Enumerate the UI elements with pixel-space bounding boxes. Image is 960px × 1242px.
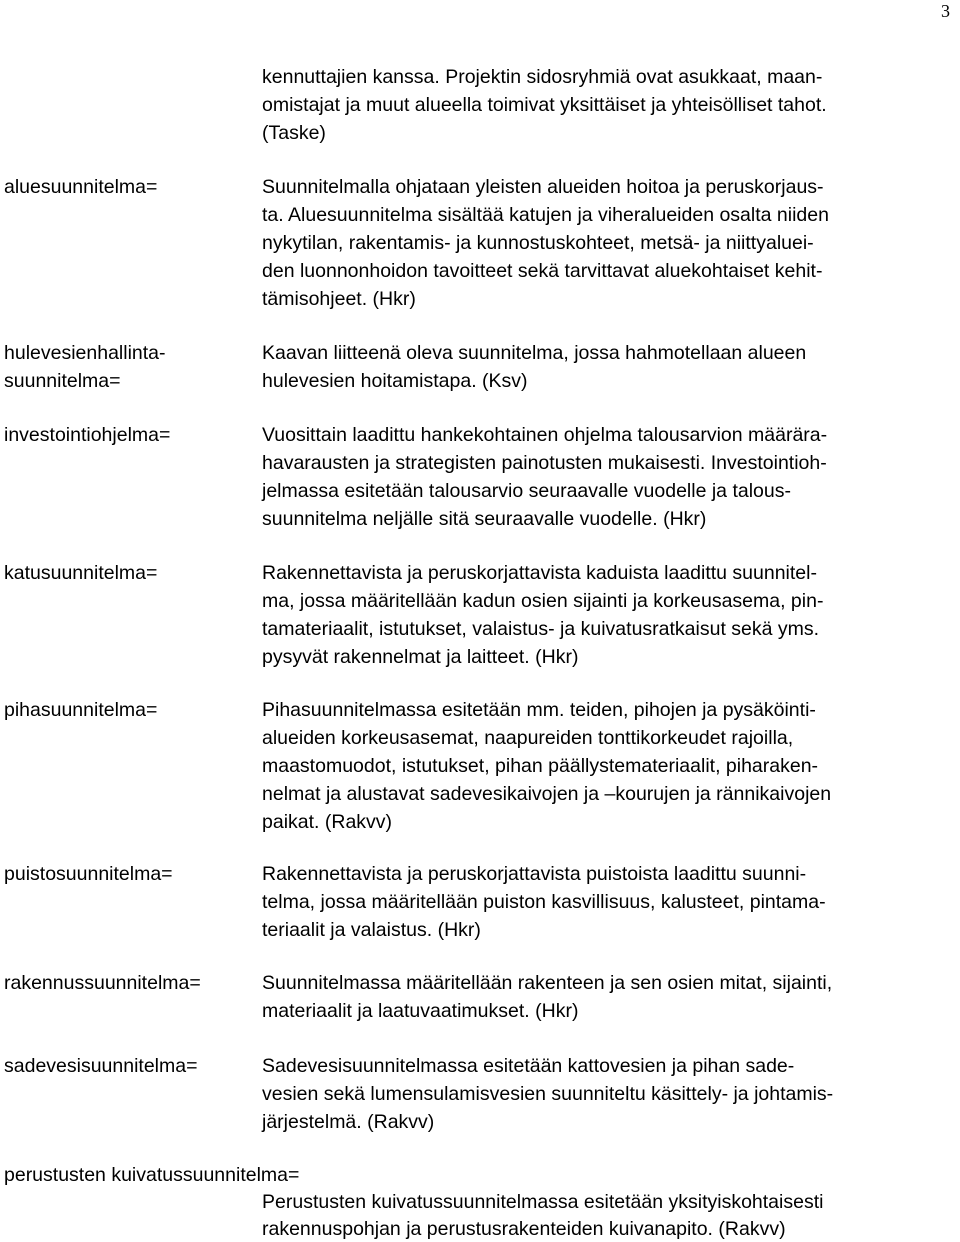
definition-line: tämisohjeet. (Hkr)	[262, 288, 416, 310]
term-perustusten-kuivatussuunnitelma: perustusten kuivatussuunnitelma=	[4, 1164, 300, 1186]
term-investointiohjelma: investointiohjelma=	[4, 424, 171, 446]
definition-line: Pihasuunnitelmassa esitetään mm. teiden, pihojen ja pysäköinti-	[262, 699, 816, 721]
definition-line: materiaalit ja laatuvaatimukset. (Hkr)	[262, 1000, 579, 1022]
definition-line: paikat. (Rakvv)	[262, 811, 393, 833]
definition-line: järjestelmä. (Rakvv)	[262, 1111, 435, 1133]
definition-line: telma, jossa määritellään puiston kasvillisuus, kalusteet, pintama-	[262, 891, 826, 913]
term-aluesuunnitelma: aluesuunnitelma=	[4, 176, 158, 198]
intro-line: (Taske)	[262, 122, 326, 144]
definition-line: Rakennettavista ja peruskorjattavista puistoista laadittu suunni-	[262, 863, 807, 885]
definition-line: Suunnitelmassa määritellään rakenteen ja sen osien mitat, sijainti,	[262, 972, 833, 994]
definition-line: pysyvät rakennelmat ja laitteet. (Hkr)	[262, 646, 579, 668]
definition-line: hulevesien hoitamistapa. (Ksv)	[262, 370, 528, 392]
definition-line: Kaavan liitteenä oleva suunnitelma, jossa hahmotellaan alueen	[262, 342, 807, 364]
definition-line: tamateriaalit, istutukset, valaistus- ja kuivatusratkaisut sekä yms.	[262, 618, 820, 640]
definition-line: Rakennettavista ja peruskorjattavista kaduista laadittu suunnitel-	[262, 562, 817, 584]
definition-line: alueiden korkeusasemat, naapureiden tonttikorkeudet rajoilla,	[262, 727, 794, 749]
definition-line: Vuosittain laadittu hankekohtainen ohjelma talousarvion määrära-	[262, 424, 828, 446]
term-puistosuunnitelma: puistosuunnitelma=	[4, 863, 173, 885]
definition-line: havarausten ja strategisten painotusten mukaisesti. Investointioh-	[262, 452, 827, 474]
page-number: 3	[941, 1, 950, 21]
definition-line: ma, jossa määritellään kadun osien sijainti ja korkeusasema, pin-	[262, 590, 824, 612]
definition-line: Perustusten kuivatussuunnitelmassa esitetään yksityiskohtaisesti	[262, 1191, 824, 1213]
term-katusuunnitelma: katusuunnitelma=	[4, 562, 158, 584]
definition-line: den luonnonhoidon tavoitteet sekä tarvittavat aluekohtaiset kehit-	[262, 260, 823, 282]
term-hulevesienhallintasuunnitelma: hulevesienhallinta-	[4, 342, 166, 364]
term-rakennussuunnitelma: rakennussuunnitelma=	[4, 972, 201, 994]
definition-line: ta. Aluesuunnitelma sisältää katujen ja viheralueiden osalta niiden	[262, 204, 829, 226]
term-hulevesienhallintasuunnitelma: suunnitelma=	[4, 370, 121, 392]
definition-line: maastomuodot, istutukset, pihan päällystemateriaalit, piharaken-	[262, 755, 819, 777]
term-sadevesisuunnitelma: sadevesisuunnitelma=	[4, 1055, 198, 1077]
definition-line: rakennuspohjan ja perustusrakenteiden kuivanapito. (Rakvv)	[262, 1218, 786, 1240]
intro-line: kennuttajien kanssa. Projektin sidosryhmiä ovat asukkaat, maan-	[262, 66, 823, 88]
intro-line: omistajat ja muut alueella toimivat yksittäiset ja yhteisölliset tahot.	[262, 94, 827, 116]
definition-line: nelmat ja alustavat sadevesikaivojen ja –kourujen ja rännikaivojen	[262, 783, 832, 805]
definition-line: teriaalit ja valaistus. (Hkr)	[262, 919, 481, 941]
definition-line: Sadevesisuunnitelmassa esitetään kattovesien ja pihan sade-	[262, 1055, 795, 1077]
term-pihasuunnitelma: pihasuunnitelma=	[4, 699, 158, 721]
definition-line: vesien sekä lumensulamisvesien suunniteltu käsittely- ja johtamis-	[262, 1083, 834, 1105]
definition-line: suunnitelma neljälle sitä seuraavalle vuodelle. (Hkr)	[262, 508, 707, 530]
definition-line: Suunnitelmalla ohjataan yleisten alueiden hoitoa ja peruskorjaus-	[262, 176, 824, 198]
definition-line: nykytilan, rakentamis- ja kunnostuskohteet, metsä- ja niittyaluei-	[262, 232, 814, 254]
definition-line: jelmassa esitetään talousarvio seuraavalle vuodelle ja talous-	[262, 480, 791, 502]
